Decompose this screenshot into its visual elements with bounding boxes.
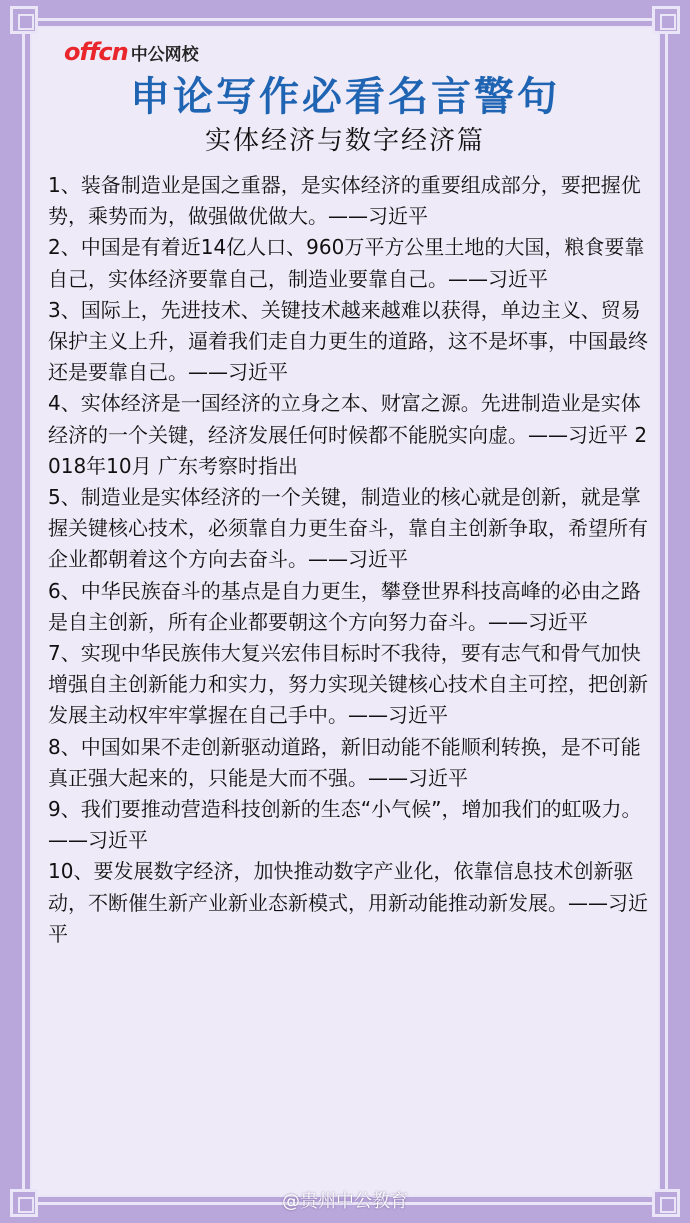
logo-text: 中公网校: [130, 45, 199, 65]
corner-ornament: [10, 6, 38, 34]
quote-item: 3、国际上，先进技术、关键技术越来越难以获得，单边主义、贸易保护主义上升，逼着我们走自力更生的道路，这不是坏事，中国最终还是要靠自己。——习近平: [48, 297, 648, 385]
corner-ornament: [10, 1189, 38, 1217]
corner-ornament: [652, 1189, 680, 1217]
quote-item: 6、中华民族奋斗的基点是自力更生，攀登世界科技高峰的必由之路是自主创新，所有企业都要朝这个方向努力奋斗。——习近平: [48, 578, 641, 634]
quote-item: 5、制造业是实体经济的一个关键，制造业的核心就是创新，就是掌握关键核心技术，必须靠自力更生奋斗，靠自主创新争取，希望所有企业都朝着这个方向去奋斗。——习近平: [48, 485, 648, 572]
brand-logo: [64, 38, 199, 68]
watermark: @贵州中公教育: [282, 1191, 408, 1212]
quote-item: 4、实体经济是一国经济的立身之本、财富之源。先进制造业是实体经济的一个关键，经济发展任何时候都不能脱实向虚。——习近平 2018年10月 广东考察时指出: [48, 391, 648, 478]
quote-item: 10、要发展数字经济，加快推动数字产业化，依靠信息技术创新驱动，不断催生新产业新业态新模式，用新动能推动新发展。——习近平: [48, 859, 648, 946]
quote-list: [48, 170, 648, 950]
page-title: 申论写作必看名言警句: [130, 74, 560, 120]
quote-item: 2、中国是有着近14亿人口、960万平方公里土地的大国，粮食要靠自己，实体经济要靠自己，制造业要靠自己。——习近平: [48, 235, 645, 291]
quote-item: 7、实现中华民族伟大复兴宏伟目标时不我待，要有志气和骨气加快增强自主创新能力和实力，努力实现关键核心技术自主可控，把创新发展主动权牢牢掌握在自己手中。——习近平: [48, 641, 648, 728]
corner-ornament: [652, 6, 680, 34]
quote-item: 1、装备制造业是国之重器，是实体经济的重要组成部分，要把握优势，乘势而为，做强做优做大。——习近平: [48, 173, 641, 229]
logo-mark: offcn: [64, 38, 128, 66]
page-subtitle: 实体经济与数字经济篇: [204, 126, 485, 156]
quote-item: 8、中国如果不走创新驱动道路，新旧动能不能顺利转换，是不可能真正强大起来的，只能是大而不强。——习近平: [48, 734, 641, 790]
quote-item: 9、我们要推动营造科技创新的生态“小气候”，增加我们的虹吸力。——习近平: [48, 797, 642, 853]
